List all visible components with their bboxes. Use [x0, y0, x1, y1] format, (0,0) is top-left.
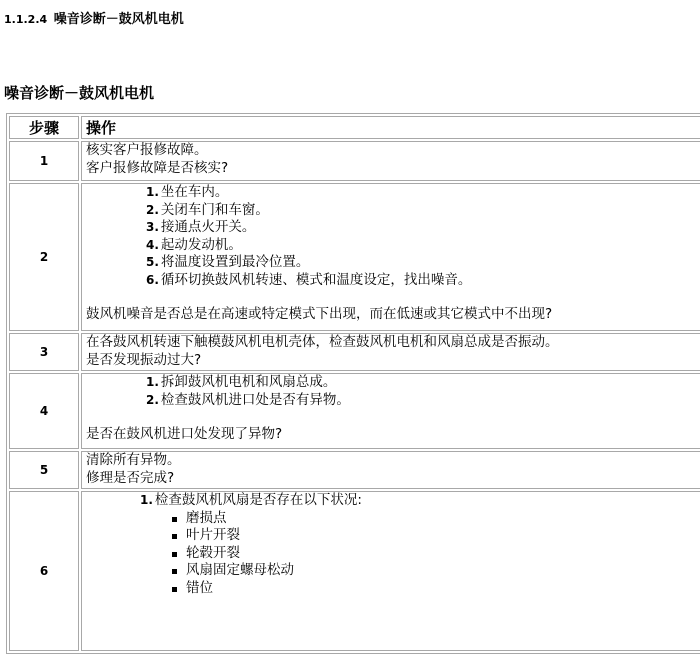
list-text: 检查鼓风机风扇是否存在以下状况: [154, 492, 362, 508]
operation-question: 鼓风机噪音是否总是在高速或特定模式下出现，而在低速或其它模式中不出现? [86, 306, 553, 322]
table-row [9, 141, 700, 181]
column-header-step: 步骤 [9, 116, 79, 139]
bullet-list [86, 510, 700, 598]
table-row [9, 183, 700, 331]
list-text: 坐在车内。 [160, 184, 229, 200]
list-text: 起动发动机。 [160, 236, 242, 253]
bullet-item: 轮毂开裂 [186, 545, 700, 563]
list-text: 检查鼓风机进口处是否有异物。 [160, 391, 350, 408]
list-text: 拆卸鼓风机电机和风扇总成。 [160, 374, 337, 390]
section-title: 噪音诊断－鼓风机电机 [53, 12, 184, 27]
step-number: 3 [9, 333, 79, 371]
list-number: 5. [146, 255, 159, 269]
bullet-item: 风扇固定螺母松动 [186, 562, 700, 580]
procedure-title: 噪音诊断－鼓风机电机 [4, 84, 155, 102]
list-text: 循环切换鼓风机转速、模式和温度设定，找出噪音。 [160, 271, 472, 288]
bullet-item: 错位 [186, 580, 700, 598]
list-item [146, 272, 700, 290]
section-number: 1.1.2.4 [4, 13, 48, 26]
operation-question: 是否发现振动过大? [86, 351, 202, 368]
table-row [9, 333, 700, 371]
list-item [146, 237, 700, 255]
step-number: 5 [9, 451, 79, 489]
table-row [9, 451, 700, 489]
step-operation [81, 141, 700, 181]
operation-question: 是否在鼓风机进口处发现了异物? [86, 426, 283, 442]
table-header-row [9, 116, 700, 139]
list-number: 2. [146, 392, 159, 407]
numbered-list [86, 492, 700, 510]
numbered-list [86, 374, 700, 409]
operation-question: 修理是否完成? [86, 469, 175, 486]
step-number: 4 [9, 373, 79, 449]
section-heading [4, 8, 184, 27]
step-operation [81, 451, 700, 489]
column-header-operation: 操作 [81, 116, 700, 139]
table-row [9, 491, 700, 651]
list-text: 接通点火开关。 [160, 219, 256, 235]
list-item [146, 219, 700, 237]
step-operation [81, 183, 700, 331]
list-number: 2. [146, 202, 159, 217]
list-item [146, 184, 700, 202]
operation-question: 客户报修故障是否核实? [86, 159, 229, 176]
list-item [146, 374, 700, 392]
bullet-item: 叶片开裂 [186, 527, 700, 545]
numbered-list [86, 184, 700, 289]
step-number: 2 [9, 183, 79, 331]
step-operation [81, 373, 700, 449]
step-number: 6 [9, 491, 79, 651]
step-number: 1 [9, 141, 79, 181]
list-number: 3. [146, 220, 159, 234]
step-operation [81, 491, 700, 651]
list-item [140, 492, 700, 510]
diagnostic-table [6, 113, 700, 654]
list-item [146, 202, 700, 220]
list-item [146, 254, 700, 272]
list-number: 1. [140, 493, 153, 507]
list-number: 1. [146, 185, 159, 199]
table-row [9, 373, 700, 449]
step-operation [81, 333, 700, 371]
operation-line: 在各鼓风机转速下触模鼓风机电机壳体，检查鼓风机电机和风扇总成是否振动。 [86, 334, 559, 350]
list-number: 1. [146, 375, 159, 389]
list-item [146, 392, 700, 410]
operation-line: 清除所有异物。 [86, 452, 181, 468]
list-number: 6. [146, 272, 159, 287]
bullet-item: 磨损点 [186, 510, 700, 528]
list-text: 将温度设置到最冷位置。 [160, 254, 310, 270]
list-text: 关闭车门和车窗。 [160, 201, 269, 218]
operation-line: 核实客户报修故障。 [86, 142, 208, 158]
list-number: 4. [146, 237, 159, 252]
